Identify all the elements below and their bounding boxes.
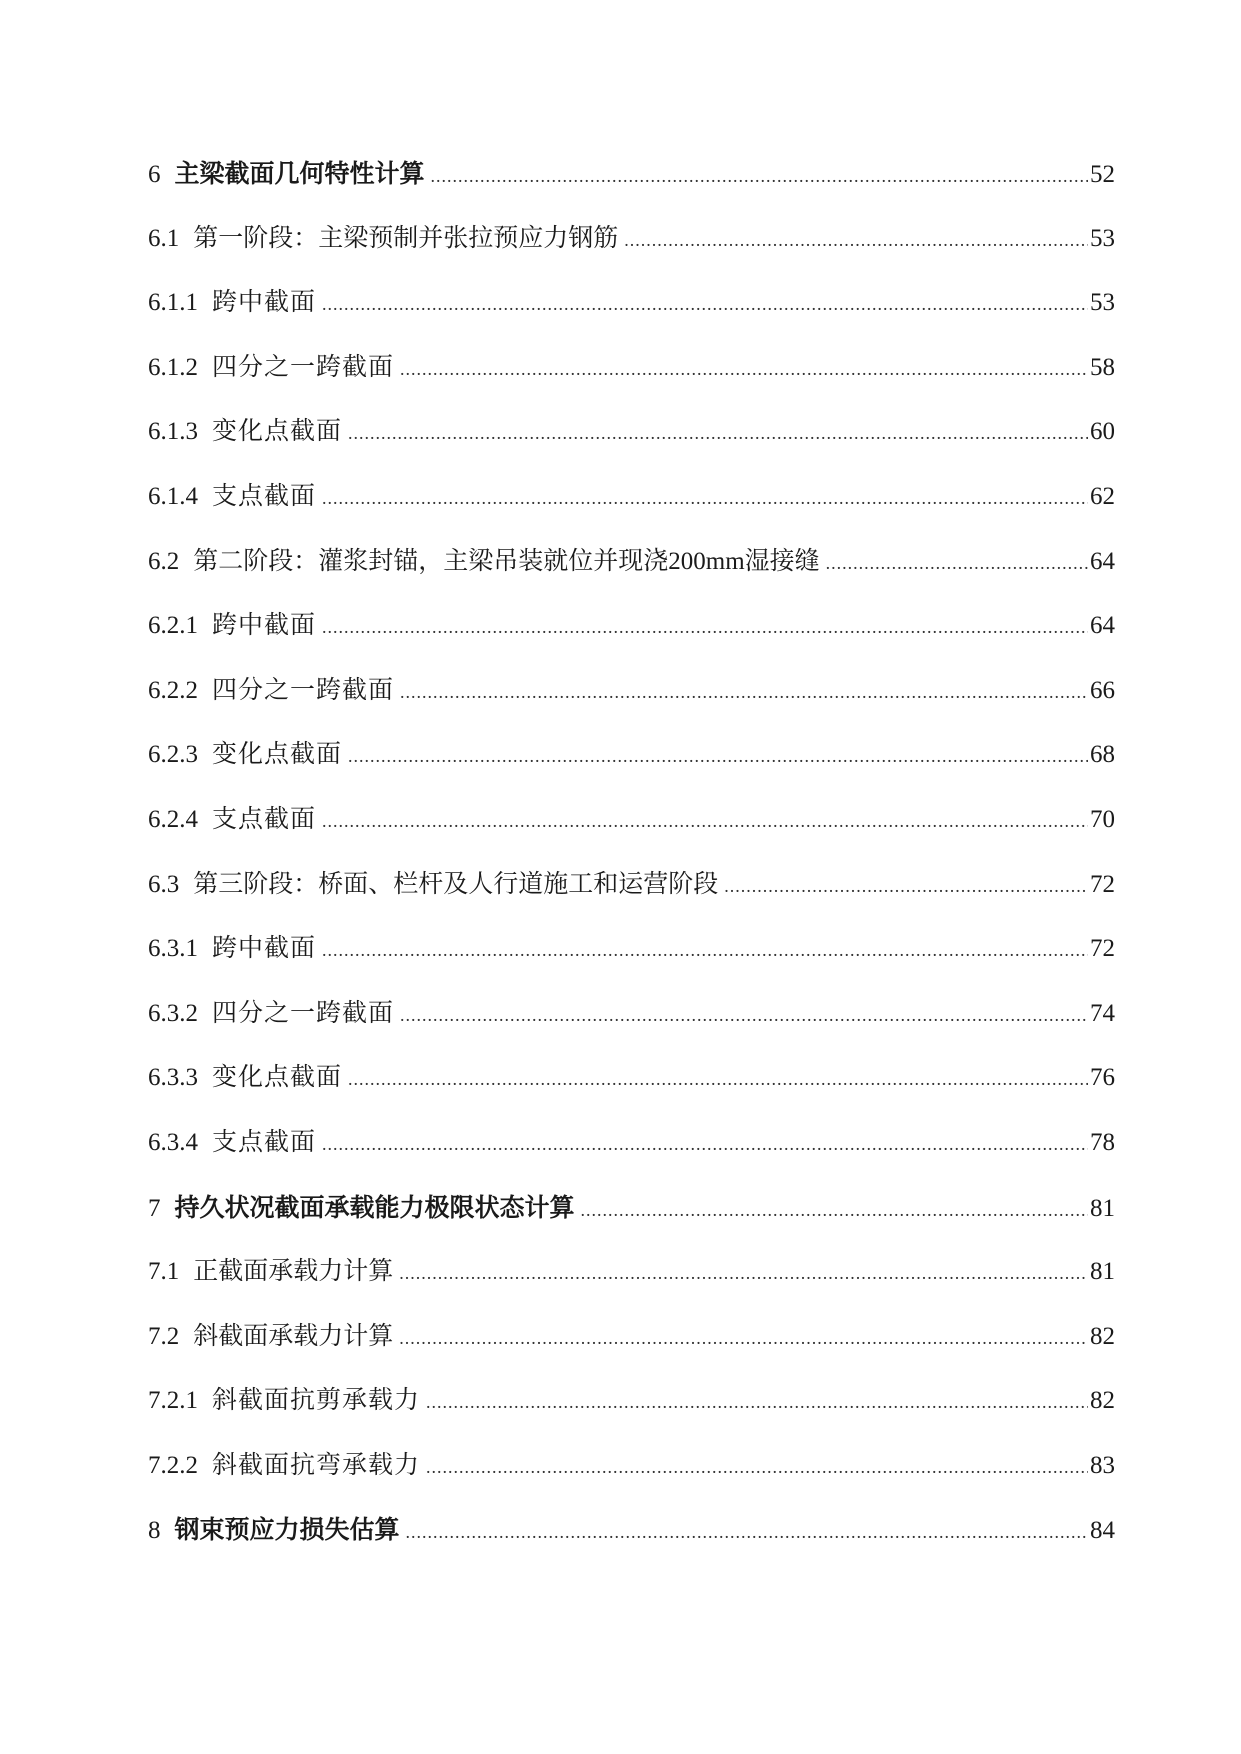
toc-entry-title: 四分之一跨截面 <box>212 999 395 1027</box>
toc-entry-page: 70 <box>1090 805 1115 833</box>
toc-entry-page: 53 <box>1090 224 1115 252</box>
toc-entry-number: 6.1.2 <box>148 353 198 381</box>
toc-entry-title: 跨中截面 <box>212 935 317 963</box>
toc-leader-dots <box>581 1192 1088 1228</box>
toc-entry-page: 84 <box>1090 1517 1115 1545</box>
toc-entry-title: 第二阶段：灌浆封锚，主梁吊装就位并现浇200mm湿接缝 <box>193 547 820 575</box>
toc-entry-title: 跨中截面 <box>212 289 317 317</box>
toc-leader-dots <box>826 545 1088 581</box>
toc-entry-page: 81 <box>1090 1194 1115 1222</box>
toc-entry-page: 83 <box>1090 1451 1115 1479</box>
toc-entry-number: 6.1.3 <box>148 418 198 446</box>
toc-entry-number: 6.3.4 <box>148 1128 198 1156</box>
toc-entry[interactable] <box>148 673 1115 738</box>
toc-entry-title: 跨中截面 <box>212 612 317 640</box>
toc-entry-title: 第三阶段：桥面、栏杆及人行道施工和运营阶段 <box>193 870 719 898</box>
toc-entry-number: 6.2.1 <box>148 612 198 640</box>
toc-entry-number: 6.3.3 <box>148 1064 198 1092</box>
toc-leader-dots <box>624 222 1088 258</box>
toc-entry[interactable] <box>148 996 1115 1061</box>
toc-entry-title: 支点截面 <box>212 482 317 510</box>
toc-leader-dots <box>431 158 1088 194</box>
toc-entry[interactable] <box>148 608 1115 673</box>
toc-leader-dots <box>426 1384 1088 1420</box>
toc-entry-number: 6 <box>148 161 161 188</box>
toc-entry[interactable] <box>148 1125 1115 1190</box>
toc-entry[interactable] <box>148 867 1115 932</box>
toc-entry-page: 58 <box>1090 353 1115 381</box>
toc-entry-page: 76 <box>1090 1064 1115 1092</box>
toc-entry[interactable] <box>148 156 1115 221</box>
toc-entry-title: 支点截面 <box>212 805 317 833</box>
toc-entry-number: 6.2 <box>148 547 180 575</box>
toc-entry-number: 6.2.2 <box>148 676 198 704</box>
toc-entry[interactable] <box>148 479 1115 544</box>
toc-entry-page: 72 <box>1090 935 1115 963</box>
toc-leader-dots <box>322 480 1088 516</box>
toc-entry-title: 持久状况截面承载能力极限状态计算 <box>174 1192 575 1222</box>
toc-entry-page: 64 <box>1090 547 1115 575</box>
toc-entry[interactable] <box>148 1254 1115 1319</box>
toc-entry-page: 78 <box>1090 1128 1115 1156</box>
toc-leader-dots <box>724 868 1088 904</box>
toc-leader-dots <box>400 351 1088 387</box>
toc-entry-title: 四分之一跨截面 <box>212 676 395 704</box>
toc-entry[interactable] <box>148 1512 1115 1577</box>
toc-entry[interactable] <box>148 737 1115 802</box>
toc-entry[interactable] <box>148 414 1115 479</box>
toc-entry-page: 68 <box>1090 741 1115 769</box>
toc-leader-dots <box>322 803 1088 839</box>
toc-leader-dots <box>348 415 1088 451</box>
toc-entry-title: 钢束预应力损失估算 <box>174 1515 400 1545</box>
toc-entry[interactable] <box>148 544 1115 609</box>
toc-entry[interactable] <box>148 1060 1115 1125</box>
toc-entry-number: 6.3 <box>148 870 180 898</box>
toc-entry-page: 53 <box>1090 289 1115 317</box>
toc-entry-number: 6.1.4 <box>148 482 198 510</box>
toc-entry-number: 6.3.1 <box>148 935 198 963</box>
toc-entry-title: 支点截面 <box>212 1128 317 1156</box>
toc-entry-number: 7.2 <box>148 1322 180 1350</box>
toc-entry-title: 变化点截面 <box>212 741 343 769</box>
toc-entry-title: 四分之一跨截面 <box>212 353 395 381</box>
toc-entry-page: 64 <box>1090 612 1115 640</box>
toc-leader-dots <box>348 738 1088 774</box>
toc-entry-number: 6.3.2 <box>148 999 198 1027</box>
toc-entry-page: 82 <box>1090 1387 1115 1415</box>
toc-entry-number: 6.2.3 <box>148 741 198 769</box>
toc-entry-number: 6.1.1 <box>148 289 198 317</box>
toc-leader-dots <box>322 1126 1088 1162</box>
toc-entry-page: 81 <box>1090 1258 1115 1286</box>
toc-entry[interactable] <box>148 1383 1115 1448</box>
toc-leader-dots <box>322 609 1088 645</box>
table-of-contents <box>148 156 1115 1577</box>
toc-entry[interactable] <box>148 221 1115 286</box>
toc-entry-page: 60 <box>1090 418 1115 446</box>
toc-entry-page: 66 <box>1090 676 1115 704</box>
toc-entry-number: 7.1 <box>148 1258 180 1286</box>
toc-leader-dots <box>400 674 1088 710</box>
toc-entry-title: 斜截面承载力计算 <box>193 1322 394 1350</box>
toc-entry-page: 74 <box>1090 999 1115 1027</box>
toc-entry-number: 8 <box>148 1517 161 1545</box>
toc-entry-page: 82 <box>1090 1322 1115 1350</box>
toc-entry-page: 72 <box>1090 870 1115 898</box>
toc-entry[interactable] <box>148 802 1115 867</box>
toc-leader-dots <box>348 1061 1088 1097</box>
toc-entry-number: 6.1 <box>148 224 180 252</box>
toc-entry[interactable] <box>148 1319 1115 1384</box>
toc-entry[interactable] <box>148 350 1115 415</box>
toc-leader-dots <box>400 997 1088 1033</box>
toc-entry-title: 变化点截面 <box>212 1064 343 1092</box>
toc-entry[interactable] <box>148 1190 1115 1255</box>
toc-leader-dots <box>399 1320 1088 1356</box>
toc-leader-dots <box>322 932 1088 968</box>
toc-entry[interactable] <box>148 1448 1115 1513</box>
toc-entry-number: 7.2.1 <box>148 1387 198 1415</box>
toc-entry[interactable] <box>148 285 1115 350</box>
toc-entry-page: 52 <box>1090 161 1115 188</box>
toc-leader-dots <box>406 1514 1088 1550</box>
toc-entry-number: 7 <box>148 1194 161 1222</box>
toc-leader-dots <box>426 1449 1088 1485</box>
toc-entry-title: 正截面承载力计算 <box>193 1258 394 1286</box>
toc-leader-dots <box>322 286 1088 322</box>
toc-leader-dots <box>399 1255 1088 1291</box>
toc-entry-page: 62 <box>1090 482 1115 510</box>
toc-entry-title: 第一阶段：主梁预制并张拉预应力钢筋 <box>193 224 619 252</box>
toc-entry-title: 主梁截面几何特性计算 <box>174 159 425 188</box>
toc-entry-number: 7.2.2 <box>148 1451 198 1479</box>
toc-entry-title: 斜截面抗剪承载力 <box>212 1387 421 1415</box>
toc-entry-title: 变化点截面 <box>212 418 343 446</box>
toc-entry[interactable] <box>148 931 1115 996</box>
toc-entry-title: 斜截面抗弯承载力 <box>212 1451 421 1479</box>
toc-entry-number: 6.2.4 <box>148 805 198 833</box>
